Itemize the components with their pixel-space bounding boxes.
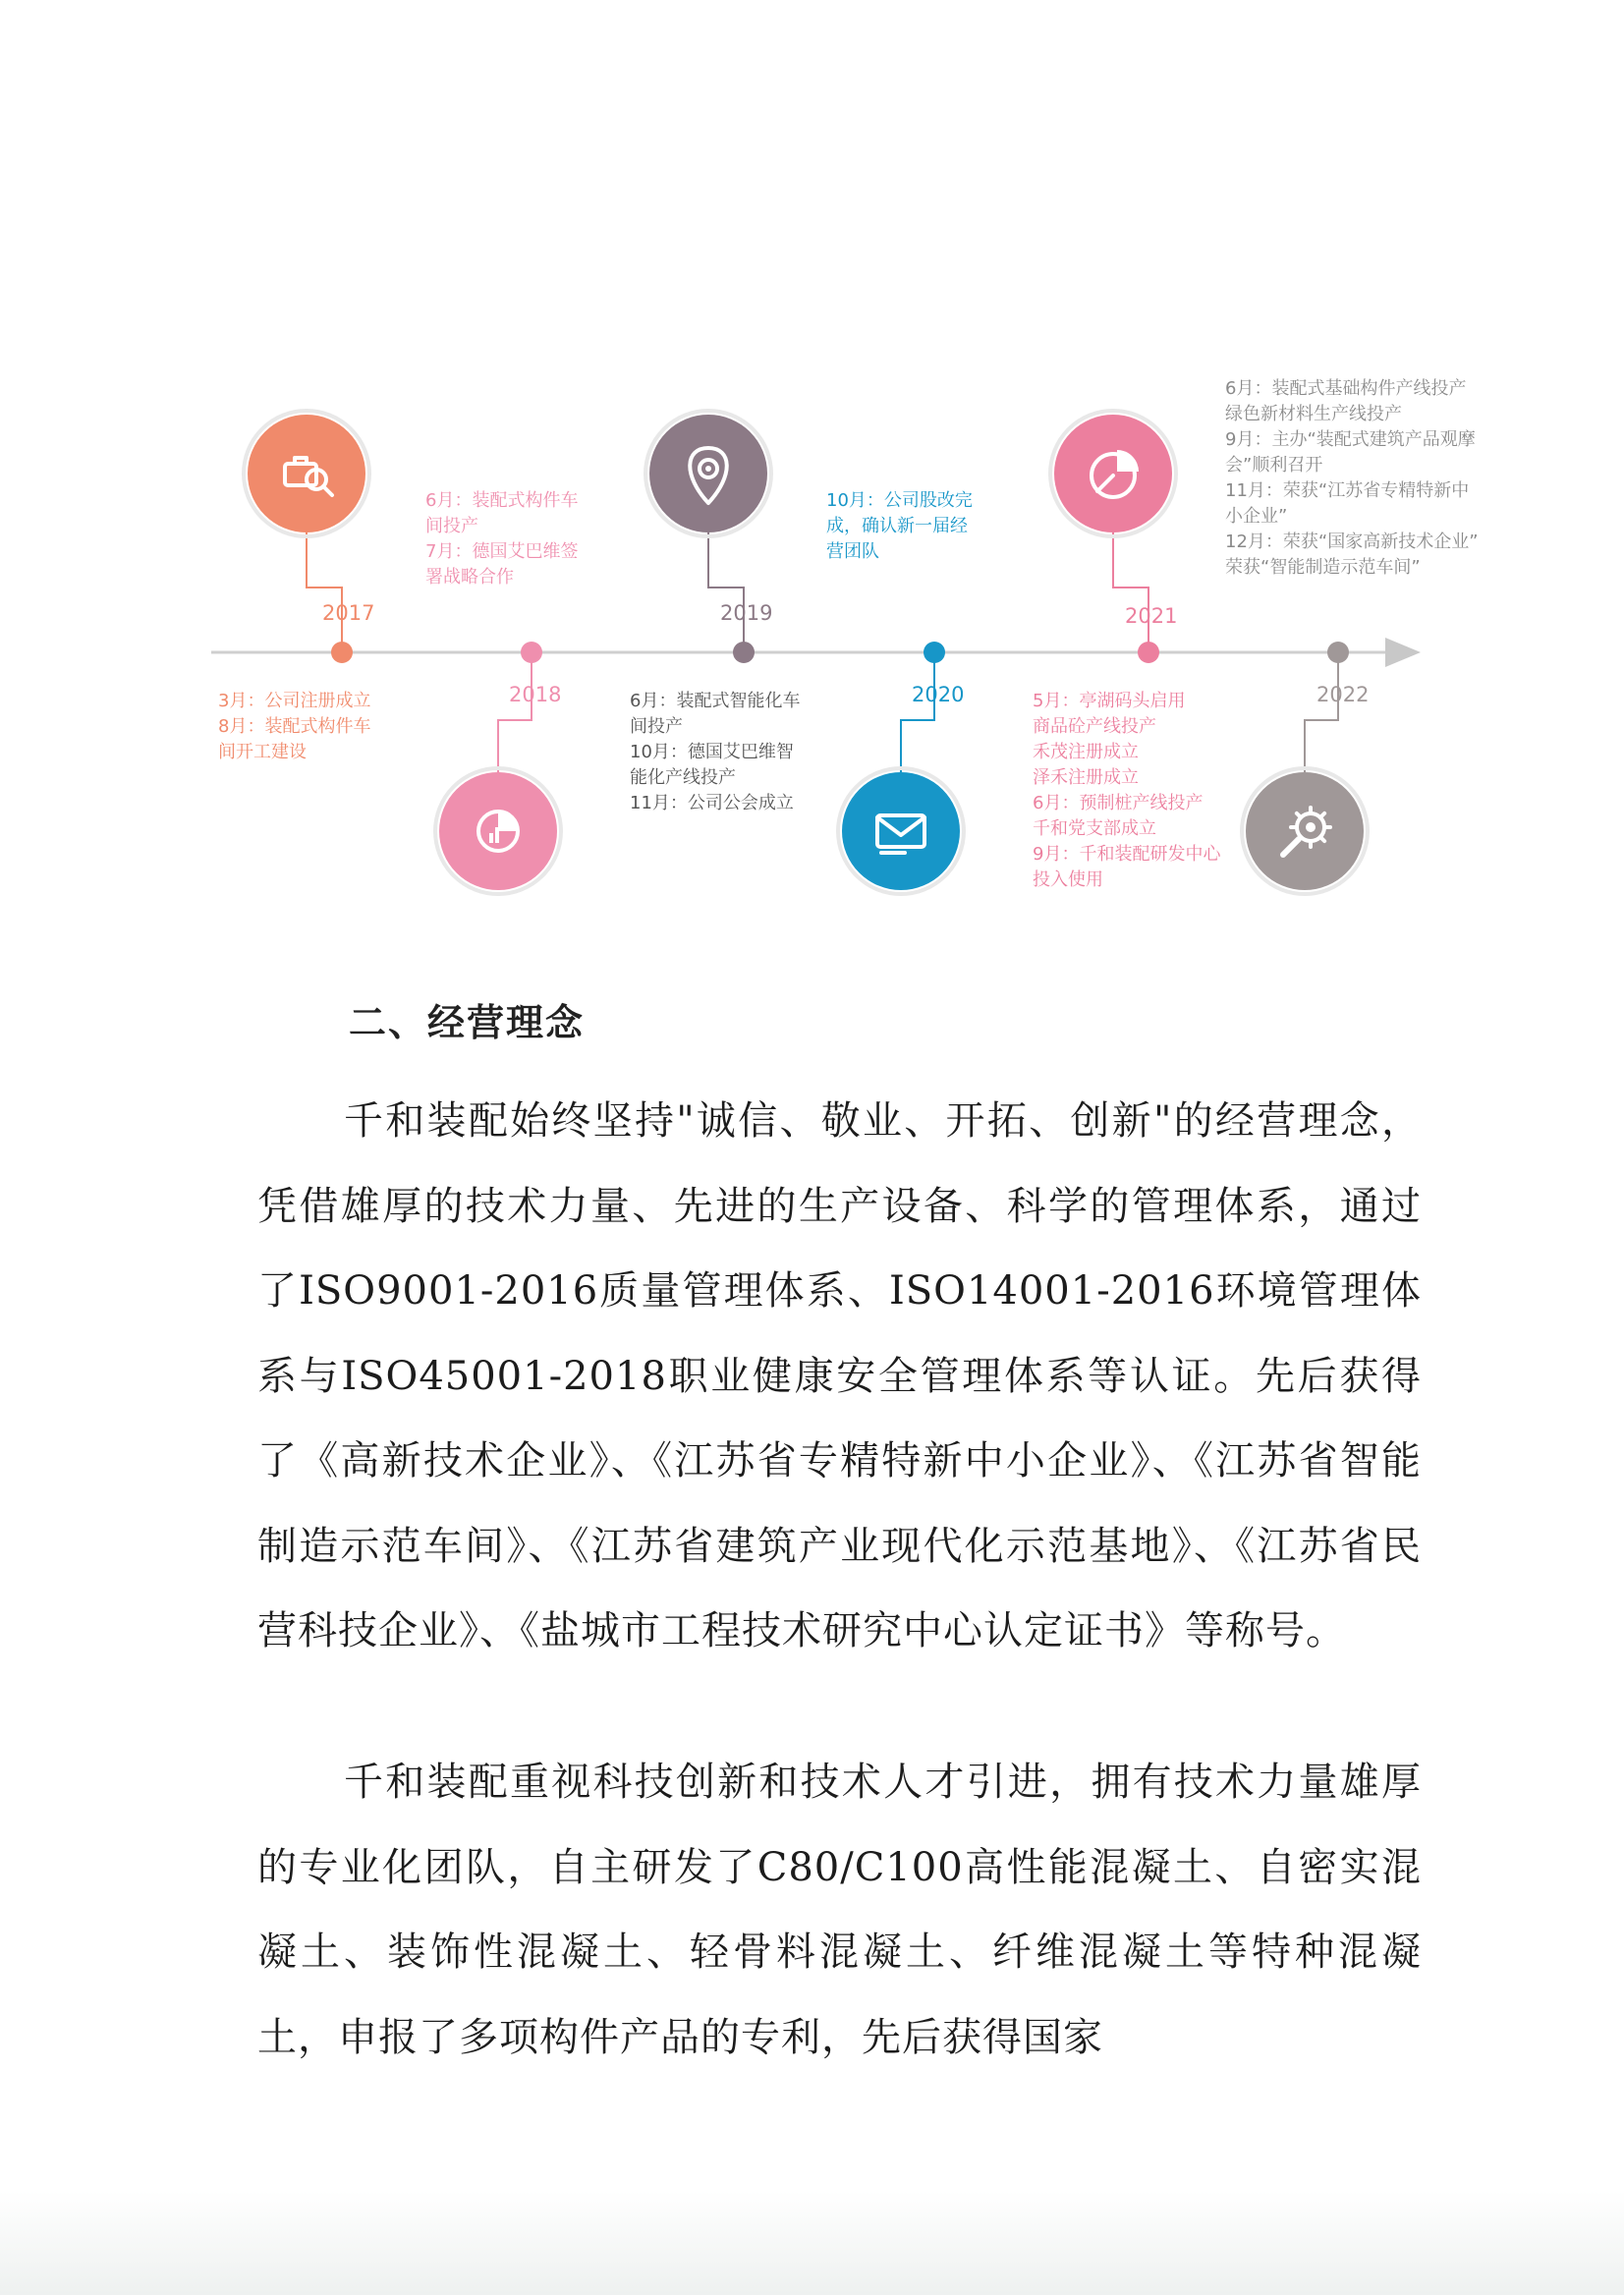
milestone-note: 投入使用	[1033, 869, 1103, 890]
timeline-node	[1327, 642, 1349, 663]
milestone-note: 7月：德国艾巴维签	[425, 541, 579, 562]
milestone-2020	[826, 490, 973, 894]
milestone-note: 间投产	[425, 516, 478, 536]
milestone-note: 6月：装配式智能化车	[630, 691, 801, 711]
timeline-node	[331, 642, 353, 663]
milestone-note: 6月：装配式构件车	[425, 490, 579, 511]
timeline-node	[521, 642, 542, 663]
milestone-note: 6月：预制桩产线投产	[1033, 793, 1204, 813]
milestone-connector	[307, 532, 342, 652]
milestone-circle	[649, 415, 767, 532]
milestone-2018	[425, 490, 578, 894]
milestone-note: 8月：装配式构件车	[218, 716, 371, 737]
milestone-note: 9月：千和装配研发中心	[1033, 844, 1221, 865]
milestone-note: 11月：荣获“江苏省专精特新中	[1225, 480, 1470, 501]
milestone-connector	[1305, 652, 1338, 772]
milestone-note: 署战略合作	[425, 567, 514, 588]
milestone-connector	[901, 652, 934, 772]
milestone-note: 6月：装配式基础构件产线投产	[1225, 378, 1467, 399]
milestone-note: 泽禾注册成立	[1033, 767, 1139, 788]
milestone-connector	[708, 532, 744, 652]
milestone-note: 10月：德国艾巴维智	[630, 742, 794, 762]
milestone-year: 2021	[1125, 604, 1178, 628]
milestone-year: 2019	[720, 601, 773, 625]
milestone-year: 2022	[1316, 683, 1370, 706]
scan-shading	[0, 2191, 1624, 2295]
milestone-2017	[218, 411, 374, 762]
milestone-year: 2018	[509, 683, 562, 706]
milestone-note: 10月：公司股改完	[826, 490, 973, 511]
milestone-note: 禾茂注册成立	[1033, 742, 1139, 762]
timeline-node	[733, 642, 755, 663]
milestone-note: 能化产线投产	[630, 767, 736, 788]
milestone-2019	[630, 411, 800, 813]
company-timeline	[0, 0, 1624, 943]
milestone-year: 2017	[322, 601, 375, 625]
milestone-2022	[1225, 377, 1479, 894]
milestone-note: 5月：亭湖码头启用	[1033, 691, 1186, 711]
milestone-note: 绿色新材料生产线投产	[1225, 404, 1402, 424]
milestone-connector	[1113, 532, 1148, 652]
milestone-note: 商品砼产线投产	[1033, 716, 1156, 737]
paragraph-technology-innovation: 千和装配重视科技创新和技术人才引进，拥有技术力量雄厚的专业化团队，自主研发了C80/C100高性能混凝土、自密实混凝土、装饰性混凝土、轻骨料混凝土、纤维混凝土等特种混凝土，申报了多项构件产品的专利，先后获得国家	[257, 1760, 1422, 2060]
milestone-note: 间投产	[630, 716, 683, 737]
milestone-note: 间开工建设	[218, 742, 307, 762]
milestone-note: 12月：荣获“国家高新技术企业”	[1225, 532, 1479, 552]
milestone-note: 千和党支部成立	[1033, 818, 1156, 839]
milestone-note: 11月：公司公会成立	[630, 793, 794, 813]
milestone-note: 荣获“智能制造示范车间”	[1225, 557, 1421, 578]
milestone-circle	[842, 772, 960, 890]
milestone-2021	[1033, 411, 1221, 890]
milestone-note: 9月：主办“装配式建筑产品观摩	[1225, 429, 1476, 450]
milestone-note: 营团队	[826, 541, 879, 562]
timeline-node	[924, 642, 945, 663]
milestone-note: 会”顺利召开	[1225, 455, 1323, 476]
milestone-note: 3月：公司注册成立	[218, 691, 371, 711]
milestone-circle	[1246, 772, 1364, 890]
milestone-note: 成，确认新一届经	[826, 516, 968, 536]
paragraph-business-philosophy: 千和装配始终坚持"诚信、敬业、开拓、创新"的经营理念，凭借雄厚的技术力量、先进的生产设备、科学的管理体系，通过了ISO9001-2016质量管理体系、ISO14001-2016环境管理体系与ISO45001-2018职业健康安全管理体系等认证。先后获得了《高新技术企业》、《江苏省专精特新中小企业》、《江苏省智能制造示范车间》、《江苏省建筑产业现代化示范基地》、《江苏省民营科技企业》、《盐城市工程技术研究中心认定证书》等称号。	[257, 1098, 1422, 1653]
milestone-connector	[498, 652, 532, 772]
milestone-year: 2020	[912, 683, 965, 706]
milestone-note: 小企业”	[1225, 506, 1288, 527]
timeline-node	[1138, 642, 1159, 663]
section-heading: 二、经营理念	[349, 1001, 586, 1044]
